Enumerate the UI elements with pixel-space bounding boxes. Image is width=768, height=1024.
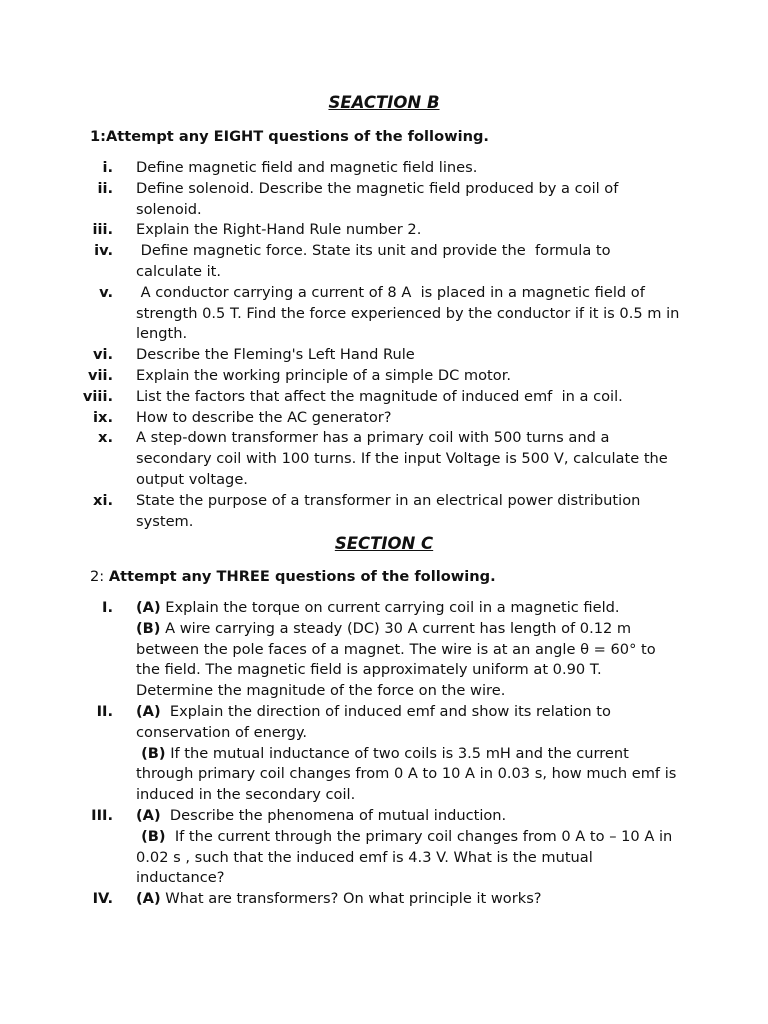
question-number: v.: [99, 283, 113, 301]
question-number: viii.: [82, 387, 113, 405]
question-part-a: [136, 806, 681, 827]
question-text: List the factors that affect the magnitude of induced emf in a coil.: [136, 387, 623, 405]
question-part-b: [136, 744, 681, 806]
part-label: (B): [136, 744, 166, 762]
question-text: Define magnetic force. State its unit and provide the formula to calculate it.: [136, 242, 616, 280]
question-number: x.: [98, 429, 113, 447]
question-text: A step-down transformer has a primary coil with 500 turns and a secondary coil with 100 turns. If the input Voltage is 500 V, calculate the output voltage.: [136, 429, 673, 488]
question-text: How to describe the AC generator?: [136, 408, 392, 426]
question-text: Define magnetic field and magnetic field lines.: [136, 159, 478, 176]
part-text: Explain the direction of induced emf and show its relation to conservation of energy.: [136, 702, 616, 741]
list-item: [0, 366, 681, 387]
list-item: [0, 806, 681, 889]
question-number: III.: [91, 806, 113, 824]
question-text: Define solenoid. Describe the magnetic field produced by a coil of solenoid.: [136, 179, 624, 218]
list-item: [0, 283, 685, 345]
question-part-b: [136, 619, 681, 702]
list-item: [0, 428, 681, 490]
list-item: [0, 220, 681, 241]
question-part-a: [136, 598, 681, 619]
list-item: [0, 702, 681, 806]
section-c-question-list: [0, 598, 768, 910]
list-item: [0, 158, 681, 179]
question-text: Describe the Fleming's Left Hand Rule: [136, 346, 415, 364]
part-text: What are transformers? On what principle it works?: [160, 890, 542, 908]
list-item: [0, 345, 681, 366]
section-c-instruction: [90, 567, 496, 588]
list-item: [0, 387, 681, 408]
part-label: (A): [136, 702, 161, 720]
question-text: Explain the working principle of a simple DC motor.: [136, 366, 512, 384]
part-text: If the current through the primary coil changes from 0 A to – 10 A in 0.02 s , such that the induced emf is 4.3 V. What is the mutual inductance?: [136, 827, 677, 887]
list-item: [0, 598, 681, 702]
question-part-a: [136, 702, 681, 744]
question-part-b: [136, 827, 681, 889]
part-label: (B): [136, 619, 161, 637]
part-text: If the mutual inductance of two coils is 3.5 mH and the current through primary coil changes from 0 A to 10 A in 0.03 s, how much emf is induced in the secondary coil.: [136, 744, 682, 804]
question-number: xi.: [93, 491, 113, 509]
part-label: (A): [136, 806, 161, 824]
question-text: State the purpose of a transformer in an electrical power distribution system.: [136, 491, 646, 530]
part-text: Describe the phenomena of mutual induction.: [160, 806, 507, 824]
section-b-title: SEACTION B: [328, 93, 440, 112]
question-text: A conductor carrying a current of 8 A is placed in a magnetic field of strength 0.5 T. Find the force experienced by the conductor if it is 0.5 m in length.: [136, 283, 685, 343]
section-b-instruction: 1:Attempt any EIGHT questions of the following.: [90, 128, 489, 145]
list-item: [0, 491, 681, 533]
part-text: Explain the torque on current carrying coil in a magnetic field.: [160, 599, 620, 616]
part-label: (A): [136, 890, 161, 908]
section-c-instruction-prefix: 2:: [90, 568, 109, 585]
question-number: IV.: [92, 890, 113, 908]
question-number: ii.: [97, 179, 113, 197]
list-item: [0, 179, 681, 221]
question-text: Explain the Right-Hand Rule number 2.: [136, 221, 422, 239]
list-item: [0, 408, 681, 429]
question-number: iv.: [94, 242, 113, 260]
question-number: II.: [96, 702, 113, 720]
section-c-title: SECTION C: [334, 534, 434, 553]
question-number: ix.: [93, 408, 113, 426]
question-number: I.: [102, 599, 113, 616]
question-number: vii.: [87, 366, 113, 384]
section-c-instruction-text: Attempt any THREE questions of the following.: [108, 568, 496, 585]
question-number: iii.: [92, 221, 113, 239]
list-item: [0, 889, 681, 910]
list-item: [0, 241, 681, 283]
question-number: vi.: [92, 346, 113, 364]
part-text: A wire carrying a steady (DC) 30 A current has length of 0.12 m between the pole faces of a magnet. The wire is at an angle θ = 60° to the field. The magnetic field is approximately uniform at 0.90 T. Determine the magnitude of the force on the wire.: [136, 619, 661, 700]
section-b-question-list: [0, 158, 768, 532]
question-part-a: [136, 889, 681, 910]
question-number: i.: [102, 159, 113, 176]
part-label: (B): [136, 827, 166, 845]
part-label: (A): [136, 599, 161, 616]
